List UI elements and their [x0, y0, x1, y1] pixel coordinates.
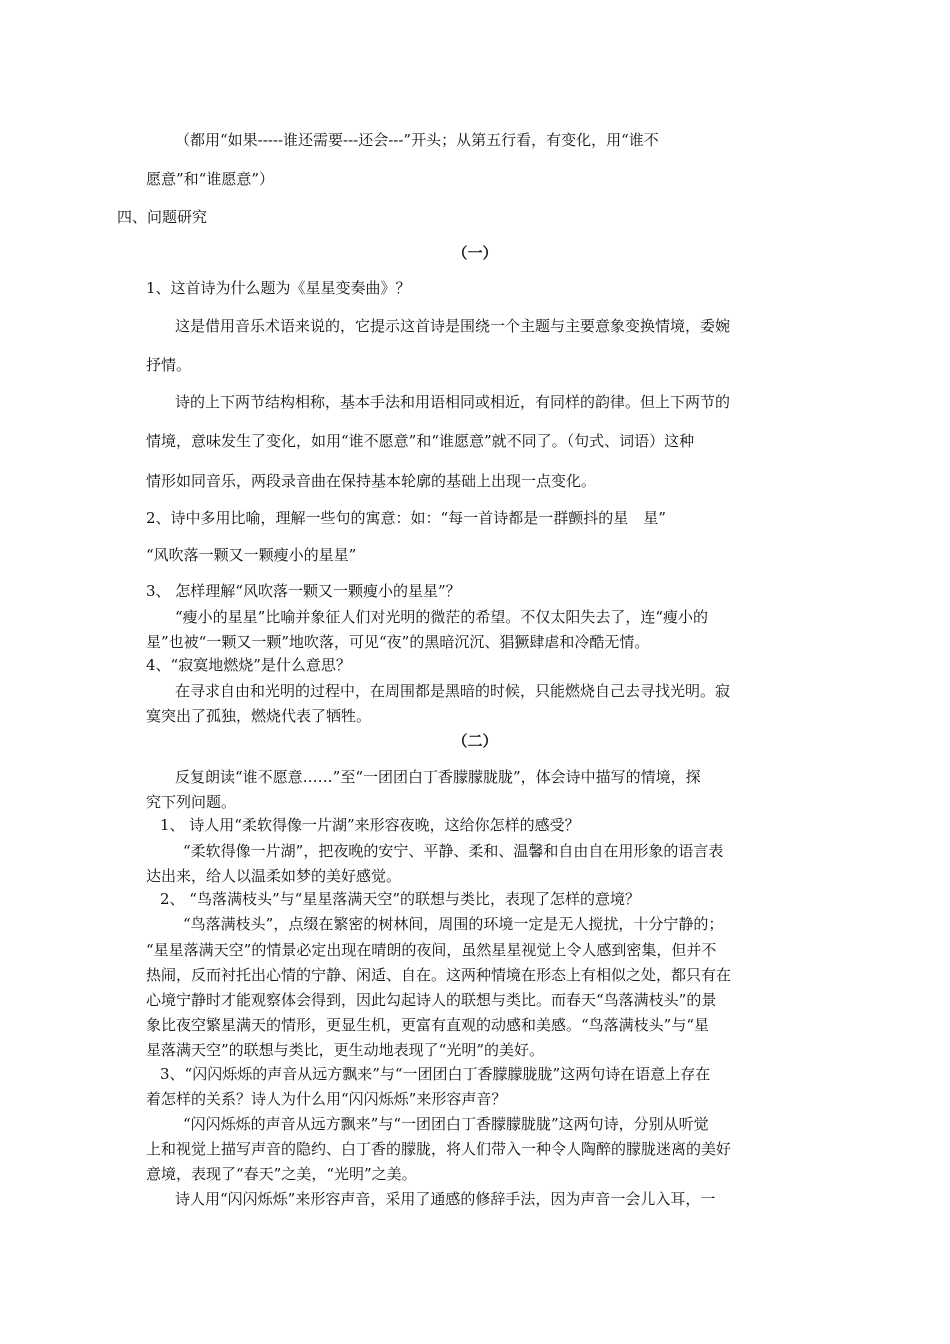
- question-1: 1、这首诗为什么题为《星星变奏曲》？: [146, 279, 411, 297]
- text-line: “星星落满天空”的情景必定出现在晴朗的夜间，虽然星星视觉上令人感到密集，但并不: [146, 941, 717, 959]
- text-line: “风吹落一颗又一颗瘦小的星星”: [146, 546, 357, 564]
- subsection-heading-2: （二）: [452, 732, 498, 750]
- question-3: 3、 怎样理解“风吹落一颗又一颗瘦小的星星”？: [146, 582, 461, 600]
- text-line: 愿意”和“谁愿意”）: [146, 170, 275, 188]
- text-line: “闪闪烁烁的声音从远方飘来”与“一团团白丁香朦朦胧胧”这两句诗，分别从听觉: [183, 1115, 709, 1133]
- text-line: 抒情。: [146, 356, 192, 374]
- text-line: 这是借用音乐术语来说的，它提示这首诗是围绕一个主题与主要意象变换情境，委婉: [175, 317, 731, 335]
- question-3b: 3、“闪闪烁烁的声音从远方飘来”与“一团团白丁香朦朦胧胧”这两句诗在语意上存在: [160, 1065, 711, 1083]
- text-line: “柔软得像一片湖”，把夜晚的安宁、平静、柔和、温馨和自由自在用形象的语言表: [183, 842, 724, 860]
- text-line: 着怎样的关系？诗人为什么用“闪闪烁烁”来形容声音？: [146, 1090, 507, 1108]
- text-line: 反复朗读“谁不愿意……”至“一团团白丁香朦朦胧胧”，体会诗中描写的情境，探: [175, 768, 701, 786]
- question-1b: 1、 诗人用“柔软得像一片湖”来形容夜晚，这给你怎样的感受？: [160, 816, 580, 834]
- text-line: 情形如同音乐，两段录音曲在保持基本轮廓的基础上出现一点变化。: [146, 472, 597, 490]
- question-2: 2、诗中多用比喻，理解一些句的寓意：如：“每一首诗都是一群颤抖的星 星”: [146, 509, 666, 527]
- text-line: 寞突出了孤独，燃烧代表了牺牲。: [146, 707, 372, 725]
- question-2b: 2、 “鸟落满枝头”与“星星落满天空”的联想与类比，表现了怎样的意境？: [160, 890, 640, 908]
- text-line: 心境宁静时才能观察体会得到，因此勾起诗人的联想与类比。而春天“鸟落满枝头”的景: [146, 991, 717, 1009]
- text-line: 诗人用“闪闪烁烁”来形容声音，采用了通感的修辞手法，因为声音一会儿入耳，一: [175, 1190, 716, 1208]
- text-line: “鸟落满枝头”，点缀在繁密的树林间，周围的环境一定是无人搅扰，十分宁静的；: [183, 915, 724, 933]
- text-line: “瘦小的星星”比喻并象征人们对光明的微茫的希望。不仅太阳失去了，连“瘦小的: [175, 608, 709, 626]
- text-line: （都用“如果-----谁还需要---还会---”开头；从第五行看，有变化，用“谁不: [175, 131, 659, 149]
- text-line: 上和视觉上描写声音的隐约、白丁香的朦胧，将人们带入一种令人陶醉的朦胧迷离的美好: [146, 1140, 732, 1158]
- text-line: 诗的上下两节结构相称，基本手法和用语相同或相近，有同样的韵律。但上下两节的: [175, 393, 731, 411]
- subsection-heading-1: （一）: [452, 244, 498, 262]
- text-line: 意境，表现了“春天”之美，“光明”之美。: [146, 1165, 417, 1183]
- text-line: 达出来，给人以温柔如梦的美好感觉。: [146, 867, 402, 885]
- text-line: 热闹，反而衬托出心情的宁静、闲适、自在。这两种情境在形态上有相似之处，都只有在: [146, 966, 732, 984]
- text-line: 情境，意味发生了变化，如用“谁不愿意”和“谁愿意”就不同了。（句式、词语）这种: [146, 432, 695, 450]
- question-4: 4、“寂寞地燃烧”是什么意思？: [146, 656, 351, 674]
- text-line: 在寻求自由和光明的过程中，在周围都是黑暗的时候，只能燃烧自己去寻找光明。寂: [175, 682, 731, 700]
- text-line: 究下列问题。: [146, 793, 237, 811]
- text-line: 星”也被“一颗又一颗”地吹落，可见“夜”的黑暗沉沉、猖獗肆虐和冷酷无情。: [146, 633, 650, 651]
- section-heading: 四、问题研究: [117, 208, 208, 226]
- text-line: 星落满天空”的联想与类比，更生动地表现了“光明”的美好。: [146, 1041, 545, 1059]
- text-line: 象比夜空繁星满天的情形，更显生机，更富有直观的动感和美感。“鸟落满枝头”与“星: [146, 1016, 710, 1034]
